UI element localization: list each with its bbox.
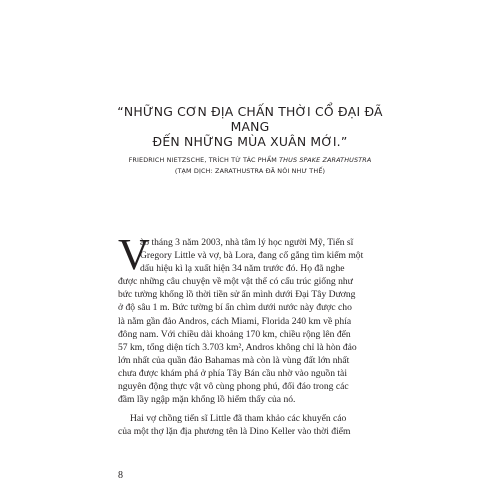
epigraph (100, 104, 400, 177)
epigraph-quote-line: “NHỮNG CƠN ĐỊA CHẤN THỜI CỔ ĐẠI ĐÃ MANG (117, 104, 383, 134)
epigraph-attribution (100, 155, 400, 177)
text-line: đầm lầy ngập mặn khổng lồ hiểm thấy của nó. (118, 394, 296, 406)
text-line: nguyên động thực vật vô cùng phong phú, đối đáo trong các (118, 381, 349, 393)
attribution-translation-note: (TẠM DỊCH: ZARATHUSTRA ĐÃ NÓI NHƯ THẾ) (174, 167, 326, 175)
text-line: bức tường khổng lồ thời tiền sử ẩn mình dưới Đại Tây Dương (118, 289, 356, 301)
text-line: của một thợ lặn địa phương tên là Dino Keller vào thời điểm (118, 426, 351, 438)
text-line: 57 km, tổng diện tích 3.703 km², Andros không chỉ là hòn đảo (118, 341, 357, 353)
body-text (118, 230, 388, 438)
text-line: lớn nhất của quần đảo Bahamas mà còn là vùng đất lớn nhất (118, 354, 350, 366)
text-line: là nằm gần đảo Andros, cách Miami, Florida 240 km về phía (118, 315, 352, 327)
page-number: 8 (118, 470, 123, 481)
paragraph-2 (118, 412, 388, 438)
drop-cap: V (118, 230, 150, 279)
epigraph-quote-line: ĐẾN NHỮNG MÙA XUÂN MỚI.” (152, 134, 348, 149)
text-line: Hai vợ chồng tiến sĩ Little đã tham khảo các khuyến cáo (130, 413, 347, 425)
text-line: ở độ sâu 1 m. Bức tường bí ẩn chìm dưới nước này được cho (118, 302, 352, 314)
text-line: Gregory Little và vợ, bà Lora, đang cố gắng tìm kiếm một (140, 250, 364, 262)
attribution-work-title: THUS SPAKE ZARATHUSTRA (279, 156, 372, 164)
text-line: được những câu chuyện về một vật thể có cấu trúc giống như (118, 276, 353, 288)
paragraph-1 (118, 236, 388, 406)
text-line: ào tháng 3 năm 2003, nhà tâm lý học người Mỹ, Tiến sĩ (140, 237, 354, 248)
epigraph-quote (100, 104, 400, 149)
attribution-author: FRIEDRICH NIETZSCHE, TRÍCH TỪ TÁC PHẨM (128, 156, 280, 164)
text-line: đông nam. Với chiều dài khoảng 170 km, chiều rộng lên đến (118, 328, 351, 340)
text-line: chưa được khám phá ở phía Tây Bán cầu nhờ vào nguồn tài (118, 367, 347, 379)
text-line: dấu hiệu kì lạ xuất hiện 34 năm trước đó. Họ đã nghe (140, 263, 345, 275)
